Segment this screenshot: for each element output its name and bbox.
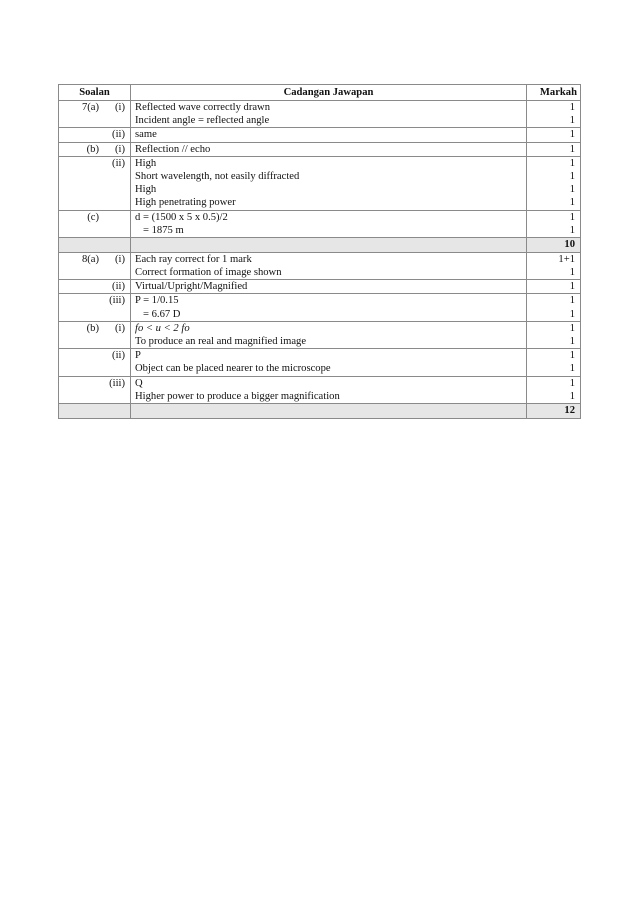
question-number: (b) (86, 322, 99, 334)
answer-line: Object can be placed nearer to the microscope (135, 363, 331, 375)
mark-value: 1 (569, 390, 575, 402)
sub-question-number: (ii) (112, 157, 125, 169)
mark-value: 1 (569, 322, 575, 334)
answer-line: = 6.67 D (143, 308, 181, 320)
mark-value: 1 (569, 129, 575, 141)
mark-value: 1 (569, 308, 575, 320)
question-number: (b) (86, 143, 99, 155)
question-cell (59, 210, 131, 237)
sub-question-number: (ii) (112, 129, 125, 141)
table-row (59, 321, 581, 348)
sub-question-number: (i) (115, 253, 125, 265)
answer-cell (131, 280, 527, 294)
sub-question-number: (i) (115, 143, 125, 155)
header-cadangan-jawapan: Cadangan Jawapan (131, 85, 527, 101)
marks-cell (527, 294, 581, 321)
answer-line: same (135, 129, 157, 141)
total-marks: 10 (527, 237, 581, 252)
table-row (59, 156, 581, 210)
question-cell (59, 156, 131, 210)
header-soalan: Soalan (59, 85, 131, 101)
answer-cell (131, 101, 527, 128)
answer-line: High penetrating power (135, 197, 236, 209)
question-cell (59, 294, 131, 321)
table-row (59, 349, 581, 376)
table-row (59, 252, 581, 279)
answer-line: Incident angle = reflected angle (135, 115, 270, 127)
sub-question-number: (ii) (112, 281, 125, 293)
sub-question-number: (i) (115, 102, 125, 113)
total-row (59, 403, 581, 418)
table-body (59, 101, 581, 419)
answer-cell (131, 142, 527, 156)
total-marks: 12 (527, 403, 581, 418)
table-row (59, 376, 581, 403)
mark-value: 1 (569, 267, 575, 279)
answer-cell (131, 128, 527, 142)
answer-line: Reflection // echo (135, 143, 211, 155)
answer-line: Correct formation of image shown (135, 267, 282, 279)
mark-value: 1 (569, 377, 575, 389)
answer-line: High (135, 157, 157, 169)
question-cell (59, 280, 131, 294)
answer-line: Short wavelength, not easily diffracted (135, 170, 300, 182)
header-markah: Markah (527, 85, 581, 101)
answer-cell (131, 321, 527, 348)
marks-cell (527, 142, 581, 156)
answer-line: To produce an real and magnified image (135, 336, 307, 348)
question-cell (59, 252, 131, 279)
question-number: 7(a) (81, 102, 99, 113)
question-cell (59, 128, 131, 142)
sub-question-number: (iii) (109, 295, 125, 307)
marks-cell (527, 252, 581, 279)
answer-line: Reflected wave correctly drawn (135, 102, 270, 113)
total-row-blank-answer (131, 403, 527, 418)
table-row (59, 294, 581, 321)
total-row-blank-question (59, 403, 131, 418)
question-cell (59, 376, 131, 403)
question-cell (59, 142, 131, 156)
question-cell (59, 101, 131, 128)
answer-scheme-sheet (58, 84, 580, 419)
total-row (59, 237, 581, 252)
marks-cell (527, 210, 581, 237)
mark-value: 1 (569, 170, 575, 182)
marks-cell (527, 101, 581, 128)
question-number: (c) (87, 211, 99, 223)
mark-value: 1 (569, 143, 575, 155)
mark-value: 1 (569, 363, 575, 375)
marks-cell (527, 128, 581, 142)
marks-cell (527, 156, 581, 210)
answer-cell (131, 156, 527, 210)
table-row (59, 142, 581, 156)
answer-cell (131, 294, 527, 321)
answer-line: = 1875 m (143, 224, 184, 236)
mark-value: 1 (569, 350, 575, 362)
answer-line: High (135, 184, 157, 196)
answer-line: Each ray correct for 1 mark (135, 253, 252, 265)
sub-question-number: (ii) (112, 350, 125, 362)
mark-value: 1 (569, 295, 575, 307)
table-row (59, 280, 581, 294)
mark-value: 1 (569, 115, 575, 127)
answer-line: d = (1500 x 5 x 0.5)/2 (135, 211, 228, 223)
mark-value: 1 (569, 336, 575, 348)
mark-value: 1 (569, 224, 575, 236)
mark-value: 1 (569, 157, 575, 169)
mark-value: 1+1 (558, 253, 575, 265)
question-number: 8(a) (81, 253, 99, 265)
mark-value: 1 (569, 197, 575, 209)
table-header-row (59, 85, 581, 101)
answer-cell (131, 252, 527, 279)
answer-scheme-table (58, 84, 581, 419)
answer-cell (131, 376, 527, 403)
table-row (59, 128, 581, 142)
answer-line: Q (135, 377, 143, 389)
mark-value: 1 (569, 184, 575, 196)
marks-cell (527, 321, 581, 348)
answer-line: Virtual/Upright/Magnified (135, 281, 248, 293)
marks-cell (527, 280, 581, 294)
table-row (59, 210, 581, 237)
total-row-blank-answer (131, 237, 527, 252)
mark-value: 1 (569, 102, 575, 113)
mark-value: 1 (569, 281, 575, 293)
answer-cell (131, 349, 527, 376)
marks-cell (527, 376, 581, 403)
question-cell (59, 349, 131, 376)
table-row (59, 101, 581, 128)
question-cell (59, 321, 131, 348)
sub-question-number: (i) (115, 322, 125, 334)
answer-line: Higher power to produce a bigger magnification (135, 390, 340, 402)
mark-value: 1 (569, 211, 575, 223)
total-row-blank-question (59, 237, 131, 252)
sub-question-number: (iii) (109, 377, 125, 389)
answer-cell (131, 210, 527, 237)
marks-cell (527, 349, 581, 376)
answer-line: fo < u < 2 fo (135, 322, 190, 334)
answer-line: P (135, 350, 141, 362)
answer-line: P = 1/0.15 (135, 295, 179, 307)
